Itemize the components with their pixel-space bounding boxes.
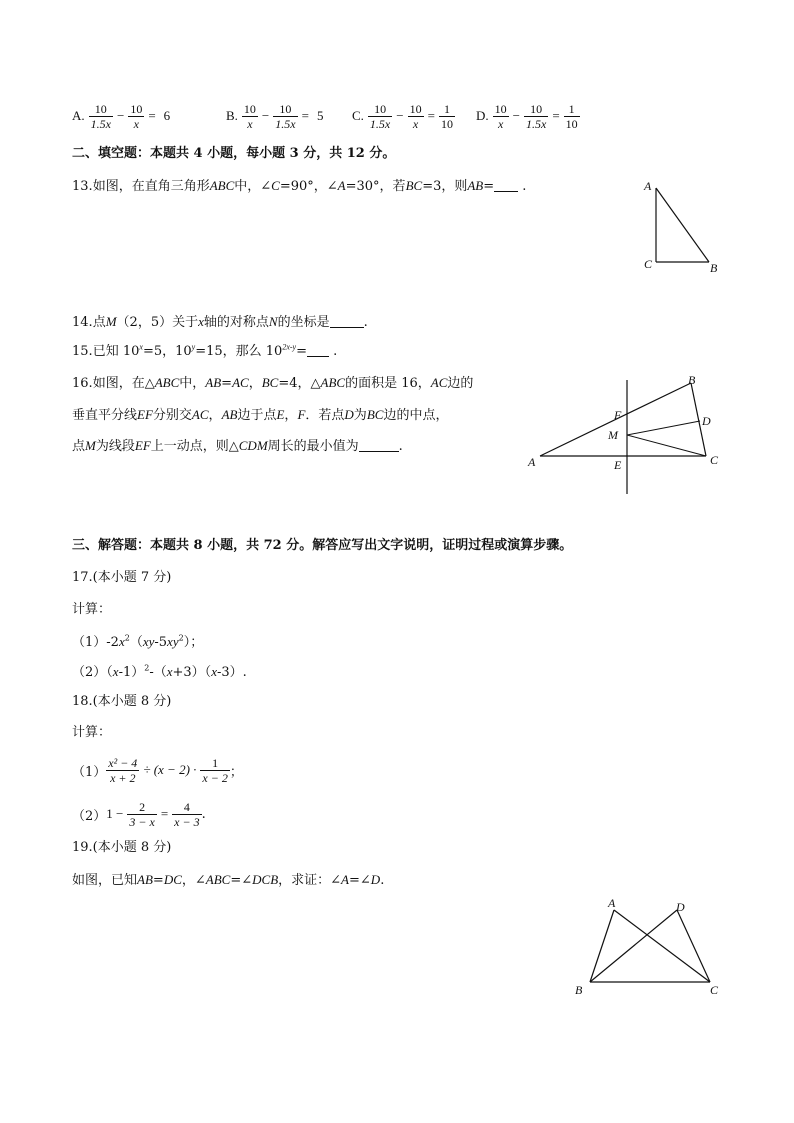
label-m: M xyxy=(608,428,618,442)
figure-16-triangle xyxy=(526,372,726,498)
question-17-calc: 计算： xyxy=(72,602,112,617)
option-c: C. $\frac{10}{1.5x}$ − $\frac{10}{x}$ = $\frac{1}{10}$ xyxy=(352,101,453,131)
fraction: $\frac{10}{1.5x}$ xyxy=(275,101,296,131)
answer-blank[interactable] xyxy=(494,179,518,192)
question-16-line-3: 点M为线段EF上一动点，则△CDM周长的最小值为 . xyxy=(72,438,403,454)
answer-blank[interactable] xyxy=(330,315,364,328)
question-16-line-1: 16.如图，在△ABC中，AB=AC，BC=4，△ABC的面积是 16，AC边的 xyxy=(72,375,474,391)
label-b: B xyxy=(575,983,583,997)
fraction: $\frac{10}{x}$ xyxy=(494,101,507,131)
label-c: C xyxy=(710,983,719,997)
question-15: 15.已知 $10^x=5$，$10^y=15$，那么 $10^{2x-y}=$ . xyxy=(72,342,338,359)
question-17-title: 17.(本小题 7 分) xyxy=(72,570,172,585)
question-19-text: 如图，已知AB=DC，∠ABC=∠DCB，求证：∠A=∠D. xyxy=(72,872,385,888)
fraction: $\frac{10}{x}$ xyxy=(130,101,143,131)
label-a: A xyxy=(644,179,652,193)
label-e: E xyxy=(614,458,622,472)
answer-blank[interactable] xyxy=(307,344,329,357)
figure-13-right-triangle xyxy=(636,176,726,276)
side-ba xyxy=(590,910,614,982)
label-b: B xyxy=(710,261,718,275)
answer-blank[interactable] xyxy=(359,439,399,452)
side-dc xyxy=(677,910,710,982)
label-d: D xyxy=(702,414,711,428)
fraction: $\frac{10}{1.5x}$ xyxy=(90,101,111,131)
fraction: $\frac{1}{10}$ xyxy=(565,101,578,131)
fraction: $\frac{2}{3 - x}$ xyxy=(129,799,155,829)
fraction: $\frac{10}{1.5x}$ xyxy=(525,101,547,131)
label-a: A xyxy=(528,455,536,469)
fraction: $\frac{4}{x - 3}$ xyxy=(174,799,200,829)
question-14: 14.点M（2，5）关于x轴的对称点N的坐标是 . xyxy=(72,314,368,330)
fraction: $\frac{10}{x}$ xyxy=(409,101,422,131)
question-18-title: 18.(本小题 8 分) xyxy=(72,694,172,709)
section-3-title: 三、解答题：本题共 8 小题，共 72 分。解答应写出文字说明，证明过程或演算步骤。 xyxy=(72,538,573,553)
segment-ac xyxy=(614,910,710,982)
section-2-title: 二、填空题：本题共 4 小题，每小题 3 分，共 12 分。 xyxy=(72,146,396,161)
question-19-title: 19.(本小题 8 分) xyxy=(72,840,172,855)
question-17-part-2: $(2)(x-1)^2-(x+3)(x-3)$. xyxy=(72,663,247,680)
segment-md xyxy=(627,421,700,435)
label-c: C xyxy=(644,257,653,271)
option-b: B. $\frac{10}{x}$ − $\frac{10}{1.5x}$ = 5 xyxy=(226,101,324,131)
question-17-part-1: $(1)-2x^2(xy-5xy^2)$； xyxy=(72,633,204,650)
option-a: A. $\frac{10}{1.5x}$ − $\frac{10}{x}$ = 6 xyxy=(72,101,171,131)
figure-19-quadrilateral xyxy=(570,894,730,1002)
segment-bd xyxy=(590,910,677,982)
segment-mc xyxy=(627,435,706,456)
fraction: $\frac{\text{x² − 4}}{x + 2}$ xyxy=(108,755,138,785)
question-18-calc: 计算： xyxy=(72,725,112,740)
question-16-line-2: 垂直平分线EF分别交AC，AB边于点E，F．若点D为BC边的中点， xyxy=(72,407,449,423)
label-f: F xyxy=(614,408,622,422)
question-18-part-1: （1） $\frac{\text{x² − 4}}{x + 2}$ ÷ (x − 2) · $\frac{1}{x - 2}$ ； xyxy=(72,755,243,785)
fraction: $\frac{10}{1.5x}$ xyxy=(369,101,391,131)
side-ab xyxy=(656,188,709,262)
label-b: B xyxy=(688,373,696,387)
label-c: C xyxy=(710,453,719,467)
question-18-part-2: （2） 1 − $\frac{2}{3 - x}$ = $\frac{4}{x - 3}$ . xyxy=(72,799,206,829)
fraction: $\frac{1}{x - 2}$ xyxy=(202,755,228,785)
option-d: D. $\frac{10}{x}$ − $\frac{10}{1.5x}$ = $\frac{1}{10}$ xyxy=(476,101,578,131)
question-13: 13.如图，在直角三角形ABC中，∠C=90°，∠A=30°，若BC=3，则AB= . xyxy=(72,178,527,194)
fraction: $\frac{10}{x}$ xyxy=(243,101,256,131)
label-d: D xyxy=(676,900,685,914)
fraction: $\frac{1}{10}$ xyxy=(440,101,453,131)
label-a: A xyxy=(608,896,616,910)
